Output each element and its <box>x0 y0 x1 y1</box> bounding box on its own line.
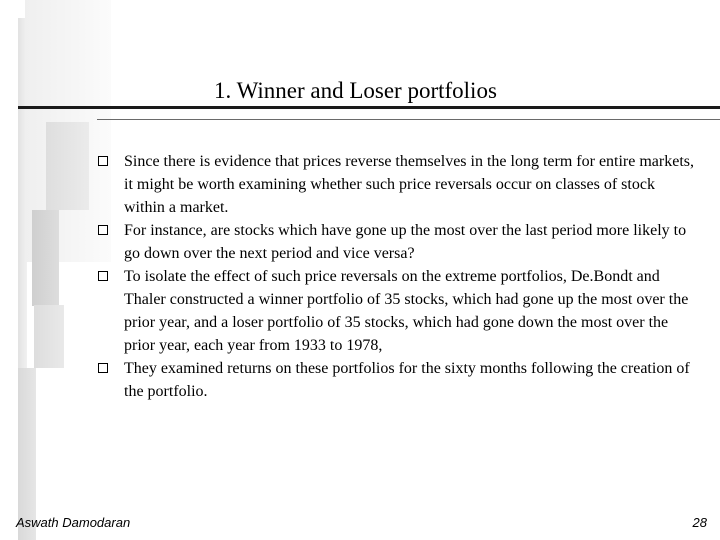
bullet-text: For instance, are stocks which have gone up the most over the last period more likely to go down over the next period and vice versa? <box>124 222 687 262</box>
square-bullet-icon <box>98 156 108 166</box>
decorative-bar <box>46 122 89 210</box>
square-bullet-icon <box>98 363 108 373</box>
square-bullet-icon <box>98 225 108 235</box>
title-divider-thin <box>97 119 720 120</box>
bullet-item <box>98 265 698 357</box>
bullet-item <box>98 150 698 219</box>
decorative-bar <box>32 210 59 306</box>
bullet-list <box>98 150 698 403</box>
title-divider <box>18 106 720 109</box>
footer-author: Aswath Damodaran <box>16 515 131 530</box>
bullet-text: Since there is evidence that prices reverse themselves in the long term for entire markets, it might be worth examining whether such price reversals occur on classes of stock within a market. <box>124 153 695 216</box>
bullet-text: They examined returns on these portfolios for the sixty months following the creation of the portfolio. <box>124 360 690 400</box>
bullet-item <box>98 357 698 403</box>
page-number: 28 <box>692 515 707 530</box>
bullet-text: To isolate the effect of such price reversals on the extreme portfolios, De.Bondt and Thaler constructed a winner portfolio of 35 stocks, which had gone up the most over the prior year, and a loser portfolio of 35 stocks, which had gone down the most over the prior year, each year from 1933 to 1978, <box>124 268 689 354</box>
slide-title: 1. Winner and Loser portfolios <box>214 78 497 103</box>
bullet-item <box>98 219 698 265</box>
decorative-bar <box>34 305 64 368</box>
square-bullet-icon <box>98 271 108 281</box>
